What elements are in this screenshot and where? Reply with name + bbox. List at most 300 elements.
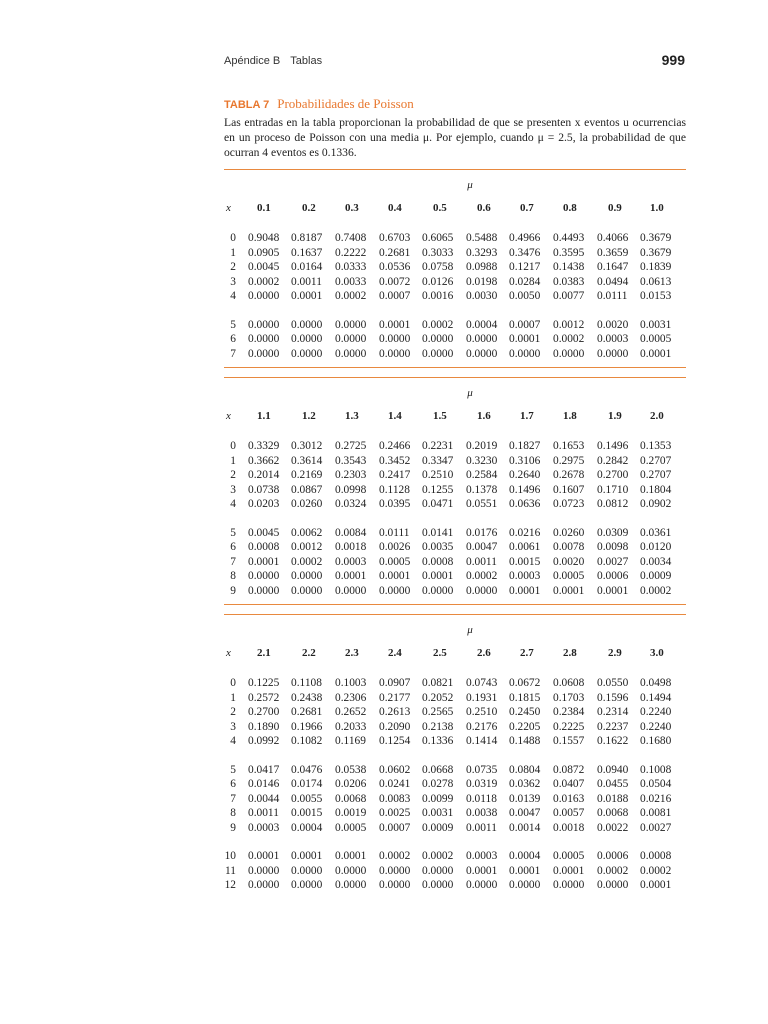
mu-value-header: 2.2 (302, 647, 316, 659)
probability-cell: 0.0940 (597, 763, 629, 776)
probability-cell: 0.0009 (422, 821, 454, 834)
probability-cell: 0.2510 (466, 706, 498, 718)
probability-cell: 0.0723 (553, 498, 585, 510)
mu-value-header: 0.4 (388, 202, 402, 214)
table-row (224, 878, 686, 892)
probability-cell: 0.0000 (422, 347, 454, 360)
probability-cell: 0.0025 (379, 807, 411, 819)
probability-cell: 0.0015 (509, 555, 541, 568)
mu-header: μ (467, 179, 473, 191)
mu-value-header: 1.2 (302, 410, 316, 422)
mu-value-header: 1.5 (433, 410, 447, 422)
table-row (224, 289, 686, 303)
x-value: 11 (225, 864, 236, 877)
probability-cell: 0.0164 (291, 261, 323, 273)
table-row (224, 806, 686, 820)
probability-cell: 0.0001 (335, 850, 367, 862)
probability-cell: 0.2176 (466, 720, 498, 733)
probability-cell: 0.1647 (597, 261, 629, 273)
mu-value-header: 2.4 (388, 647, 402, 659)
probability-cell: 0.0072 (379, 275, 411, 288)
table-label: TABLA 7 (224, 99, 270, 111)
probability-cell: 0.0022 (597, 821, 629, 834)
probability-cell: 0.0000 (291, 864, 323, 877)
probability-cell: 0.0176 (466, 526, 498, 539)
x-value: 10 (224, 850, 236, 862)
mu-value-header: 0.2 (302, 202, 316, 214)
probability-cell: 0.2231 (422, 440, 454, 452)
mu-value-header: 2.3 (345, 647, 359, 659)
column-header-row (224, 646, 686, 660)
probability-cell: 0.0002 (597, 864, 629, 877)
probability-cell: 0.0008 (422, 555, 454, 568)
x-value: 7 (230, 792, 236, 805)
probability-cell: 0.3230 (466, 454, 498, 467)
x-value: 12 (224, 879, 236, 891)
probability-cell: 0.3329 (248, 440, 280, 452)
probability-cell: 0.0672 (509, 677, 541, 689)
probability-cell: 0.2652 (335, 706, 367, 718)
probability-cell: 0.0000 (291, 570, 323, 582)
probability-cell: 0.3679 (640, 232, 672, 244)
probability-cell: 0.0000 (379, 333, 411, 345)
probability-cell: 0.0001 (597, 584, 629, 597)
probability-cell: 0.0004 (466, 318, 498, 331)
probability-cell: 0.2975 (553, 454, 585, 467)
probability-cell: 0.0027 (640, 821, 672, 834)
probability-cell: 0.0007 (509, 318, 541, 331)
table-row (224, 584, 686, 598)
mu-value-header: 2.8 (563, 647, 577, 659)
column-header-row (224, 409, 686, 423)
probability-cell: 0.1108 (291, 677, 322, 689)
x-value: 7 (230, 555, 236, 568)
probability-cell: 0.3476 (509, 246, 541, 259)
table-row (224, 483, 686, 497)
probability-cell: 0.0001 (291, 850, 323, 862)
x-value: 1 (230, 454, 236, 467)
probability-cell: 0.0001 (640, 347, 672, 360)
probability-cell: 0.0551 (466, 498, 498, 510)
probability-cell: 0.0000 (553, 879, 585, 891)
probability-cell: 0.2725 (335, 440, 367, 452)
probability-cell: 0.0000 (291, 318, 323, 331)
probability-cell: 0.0001 (553, 584, 585, 597)
probability-cell: 0.2014 (248, 469, 280, 481)
probability-cell: 0.0907 (379, 677, 411, 689)
probability-cell: 0.3452 (379, 454, 411, 467)
probability-cell: 0.0735 (466, 763, 498, 776)
probability-cell: 0.0002 (291, 555, 323, 568)
probability-cell: 0.0111 (379, 526, 410, 539)
probability-cell: 0.0045 (248, 526, 280, 539)
probability-cell: 0.0001 (422, 570, 454, 582)
table-section (224, 624, 686, 893)
probability-cell: 0.0203 (248, 498, 280, 510)
table-row (224, 231, 686, 245)
probability-cell: 0.0000 (466, 584, 498, 597)
probability-cell: 0.0035 (422, 541, 454, 553)
probability-cell: 0.1254 (379, 735, 411, 747)
probability-cell: 0.0018 (335, 541, 367, 553)
table-row (224, 454, 686, 468)
probability-cell: 0.0018 (553, 821, 585, 834)
probability-cell: 0.1217 (509, 261, 541, 273)
probability-cell: 0.0284 (509, 275, 541, 288)
probability-cell: 0.0000 (248, 879, 280, 891)
probability-cell: 0.0001 (553, 864, 585, 877)
probability-cell: 0.0608 (553, 677, 585, 689)
running-header (224, 55, 322, 67)
probability-cell: 0.0216 (640, 792, 672, 805)
probability-cell: 0.0498 (640, 677, 672, 689)
x-value: 6 (230, 778, 236, 790)
probability-cell: 0.0455 (597, 778, 629, 790)
probability-cell: 0.0098 (597, 541, 629, 553)
probability-cell: 0.3106 (509, 454, 541, 467)
probability-cell: 0.2240 (640, 720, 672, 733)
probability-cell: 0.0000 (597, 347, 629, 360)
probability-cell: 0.4493 (553, 232, 585, 244)
probability-cell: 0.8187 (291, 232, 323, 244)
probability-cell: 0.0216 (509, 526, 541, 539)
table-row (224, 763, 686, 777)
probability-cell: 0.0001 (379, 570, 411, 582)
probability-cell: 0.0383 (553, 275, 585, 288)
probability-cell: 0.1082 (291, 735, 323, 747)
mu-header: μ (467, 624, 473, 636)
probability-cell: 0.0000 (335, 584, 367, 597)
table-row (224, 821, 686, 835)
probability-cell: 0.0000 (291, 347, 323, 360)
probability-cell: 0.0278 (422, 778, 454, 790)
probability-cell: 0.0003 (248, 821, 280, 834)
probability-cell: 0.0000 (466, 879, 498, 891)
probability-cell: 0.1255 (422, 483, 454, 496)
mu-value-header: 0.8 (563, 202, 577, 214)
probability-cell: 0.0111 (597, 290, 628, 302)
probability-cell: 0.0001 (640, 879, 672, 891)
probability-cell: 0.0992 (248, 735, 280, 747)
table-row (224, 526, 686, 540)
probability-cell: 0.0011 (291, 275, 322, 288)
table-row (224, 497, 686, 511)
probability-cell: 0.0077 (553, 290, 585, 302)
table-description: Las entradas en la tabla proporcionan la probabilidad de que se presenten x eventos u ocurrencias en un proceso de Poisson con una media μ. Por ejemplo, cuando μ = 2.5, la probabilidad de que ocurran 4 eventos es 0.1336. (224, 116, 686, 159)
x-value: 2 (230, 469, 236, 481)
probability-cell: 0.0099 (422, 792, 454, 805)
probability-cell: 0.0821 (422, 677, 454, 689)
probability-cell: 0.1966 (291, 720, 323, 733)
table-row (224, 540, 686, 554)
table-row (224, 555, 686, 569)
probability-cell: 0.0120 (640, 541, 672, 553)
probability-cell: 0.6703 (379, 232, 411, 244)
probability-cell: 0.0000 (248, 318, 280, 331)
probability-cell: 0.0001 (466, 864, 498, 877)
x-value: 3 (230, 483, 236, 496)
probability-cell: 0.2450 (509, 706, 541, 718)
probability-cell: 0.3595 (553, 246, 585, 259)
probability-cell: 0.7408 (335, 232, 367, 244)
probability-cell: 0.0030 (466, 290, 498, 302)
probability-cell: 0.0538 (335, 763, 367, 776)
probability-cell: 0.0005 (379, 555, 411, 568)
probability-cell: 0.0000 (248, 864, 280, 877)
probability-cell: 0.0005 (640, 333, 672, 345)
probability-cell: 0.0027 (597, 555, 629, 568)
probability-cell: 0.0241 (379, 778, 411, 790)
probability-cell: 0.0407 (553, 778, 585, 790)
probability-cell: 0.0050 (509, 290, 541, 302)
probability-cell: 0.2237 (597, 720, 629, 733)
probability-cell: 0.0476 (291, 763, 323, 776)
probability-cell: 0.0011 (466, 555, 497, 568)
probability-cell: 0.0550 (597, 677, 629, 689)
probability-cell: 0.0012 (291, 541, 323, 553)
probability-cell: 0.3347 (422, 454, 454, 467)
probability-cell: 0.1839 (640, 261, 672, 273)
x-value: 4 (230, 290, 236, 302)
probability-cell: 0.0000 (335, 864, 367, 877)
probability-cell: 0.0014 (509, 821, 541, 834)
probability-cell: 0.0002 (248, 275, 280, 288)
probability-cell: 0.0006 (597, 570, 629, 582)
table-row (224, 734, 686, 748)
probability-cell: 0.0020 (553, 555, 585, 568)
x-value: 1 (230, 246, 236, 259)
probability-cell: 0.1815 (509, 691, 541, 704)
x-value: 9 (230, 584, 236, 597)
probability-cell: 0.0016 (422, 290, 454, 302)
probability-cell: 0.0003 (509, 570, 541, 582)
mu-value-header: 2.5 (433, 647, 447, 659)
x-value: 0 (230, 440, 236, 452)
probability-cell: 0.2700 (248, 706, 280, 718)
probability-cell: 0.1488 (509, 735, 541, 747)
probability-cell: 0.5488 (466, 232, 498, 244)
section-top-rule (224, 377, 686, 378)
probability-cell: 0.0005 (553, 570, 585, 582)
probability-cell: 0.0206 (335, 778, 367, 790)
probability-cell: 0.0000 (291, 333, 323, 345)
probability-cell: 0.0002 (640, 584, 672, 597)
probability-cell: 0.0126 (422, 275, 454, 288)
probability-cell: 0.0333 (335, 261, 367, 273)
probability-cell: 0.0602 (379, 763, 411, 776)
probability-cell: 0.0001 (509, 864, 541, 877)
probability-cell: 0.0738 (248, 483, 280, 496)
probability-cell: 0.2138 (422, 720, 454, 733)
probability-cell: 0.3033 (422, 246, 454, 259)
probability-cell: 0.0047 (466, 541, 498, 553)
probability-cell: 0.2090 (379, 720, 411, 733)
probability-cell: 0.1804 (640, 483, 672, 496)
x-header: x (226, 410, 231, 422)
probability-cell: 0.0902 (640, 498, 672, 510)
x-value: 6 (230, 541, 236, 553)
mu-value-header: 2.6 (477, 647, 491, 659)
probability-cell: 0.0361 (640, 526, 672, 539)
probability-cell: 0.0001 (509, 333, 541, 345)
probability-cell: 0.0033 (335, 275, 367, 288)
probability-cell: 0.0872 (553, 763, 585, 776)
probability-cell: 0.0000 (422, 333, 454, 345)
probability-cell: 0.0007 (379, 290, 411, 302)
probability-cell: 0.0002 (466, 570, 498, 582)
header-subsection: Tablas (290, 55, 323, 67)
probability-cell: 0.2640 (509, 469, 541, 481)
probability-cell: 0.3679 (640, 246, 672, 259)
probability-cell: 0.0009 (640, 570, 672, 582)
probability-cell: 0.1607 (553, 483, 585, 496)
x-header: x (226, 647, 231, 659)
probability-cell: 0.0988 (466, 261, 498, 273)
x-value: 0 (230, 677, 236, 689)
probability-cell: 0.9048 (248, 232, 280, 244)
mu-value-header: 0.3 (345, 202, 359, 214)
probability-cell: 0.0153 (640, 290, 672, 302)
probability-cell: 0.0008 (640, 850, 672, 862)
probability-cell: 0.0000 (379, 864, 411, 877)
probability-cell: 0.1680 (640, 735, 672, 747)
probability-cell: 0.0536 (379, 261, 411, 273)
probability-cell: 0.0011 (466, 821, 497, 834)
probability-cell: 0.0001 (509, 584, 541, 597)
table-row (224, 792, 686, 806)
probability-cell: 0.2466 (379, 440, 411, 452)
table-row (224, 260, 686, 274)
probability-cell: 0.0163 (553, 792, 585, 805)
mu-value-header: 1.7 (520, 410, 534, 422)
probability-cell: 0.2033 (335, 720, 367, 733)
probability-cell: 0.0045 (248, 261, 280, 273)
probability-cell: 0.0002 (335, 290, 367, 302)
x-value: 1 (230, 691, 236, 704)
table-row (224, 569, 686, 583)
probability-cell: 0.2572 (248, 691, 280, 704)
probability-cell: 0.2417 (379, 469, 411, 481)
probability-cell: 0.2613 (379, 706, 411, 718)
probability-cell: 0.0007 (379, 821, 411, 834)
probability-cell: 0.2707 (640, 454, 672, 467)
mu-value-header: 0.9 (608, 202, 622, 214)
probability-cell: 0.0002 (640, 864, 672, 877)
probability-cell: 0.0034 (640, 555, 672, 568)
probability-cell: 0.2169 (291, 469, 323, 481)
probability-cell: 0.0000 (248, 570, 280, 582)
mu-value-header: 0.5 (433, 202, 447, 214)
probability-cell: 0.2681 (291, 706, 323, 718)
table-row (224, 691, 686, 705)
probability-cell: 0.0998 (335, 483, 367, 496)
mu-value-header: 0.1 (257, 202, 271, 214)
probability-cell: 0.6065 (422, 232, 454, 244)
table-section (224, 387, 686, 598)
probability-cell: 0.0118 (466, 792, 497, 805)
probability-cell: 0.1353 (640, 440, 672, 452)
probability-cell: 0.2177 (379, 691, 411, 704)
probability-cell: 0.2707 (640, 469, 672, 481)
probability-cell: 0.0000 (509, 347, 541, 360)
probability-cell: 0.0804 (509, 763, 541, 776)
probability-cell: 0.0001 (291, 290, 323, 302)
probability-cell: 0.0362 (509, 778, 541, 790)
probability-cell: 0.0471 (422, 498, 454, 510)
probability-cell: 0.0031 (640, 318, 672, 331)
probability-cell: 0.2842 (597, 454, 629, 467)
probability-cell: 0.1378 (466, 483, 498, 496)
table-row (224, 468, 686, 482)
section-bottom-rule (224, 604, 686, 605)
probability-cell: 0.2019 (466, 440, 498, 452)
probability-cell: 0.2438 (291, 691, 323, 704)
mu-value-header: 3.0 (650, 647, 664, 659)
x-value: 0 (230, 232, 236, 244)
probability-cell: 0.0000 (379, 584, 411, 597)
probability-cell: 0.0188 (597, 792, 629, 805)
probability-cell: 0.1557 (553, 735, 585, 747)
probability-cell: 0.2303 (335, 469, 367, 481)
probability-cell: 0.2240 (640, 706, 672, 718)
probability-cell: 0.1003 (335, 677, 367, 689)
probability-cell: 0.1637 (291, 246, 323, 259)
mu-value-header: 1.0 (650, 202, 664, 214)
probability-cell: 0.0006 (597, 850, 629, 862)
x-header: x (226, 202, 231, 214)
probability-cell: 0.2225 (553, 720, 585, 733)
probability-cell: 0.0004 (291, 821, 323, 834)
probability-cell: 0.0057 (553, 807, 585, 819)
table-row (224, 332, 686, 346)
probability-cell: 0.0001 (248, 555, 280, 568)
mu-header: μ (467, 387, 473, 399)
mu-value-header: 1.4 (388, 410, 402, 422)
probability-cell: 0.0743 (466, 677, 498, 689)
table-row (224, 849, 686, 863)
probability-cell: 0.0198 (466, 275, 498, 288)
probability-cell: 0.0000 (335, 347, 367, 360)
probability-cell: 0.1169 (335, 735, 366, 747)
probability-cell: 0.0319 (466, 778, 498, 790)
section-top-rule (224, 614, 686, 615)
probability-cell: 0.2584 (466, 469, 498, 481)
x-value: 4 (230, 498, 236, 510)
section-bottom-rule (224, 367, 686, 368)
mu-value-header: 2.0 (650, 410, 664, 422)
probability-cell: 0.0005 (335, 821, 367, 834)
probability-cell: 0.1336 (422, 735, 454, 747)
probability-cell: 0.0004 (509, 850, 541, 862)
table-row (224, 720, 686, 734)
probability-cell: 0.2222 (335, 246, 367, 259)
x-value: 5 (230, 526, 236, 539)
probability-cell: 0.0015 (291, 807, 323, 819)
x-value: 8 (230, 807, 236, 819)
probability-cell: 0.0020 (597, 318, 629, 331)
probability-cell: 0.0504 (640, 778, 672, 790)
probability-cell: 0.0000 (422, 864, 454, 877)
probability-cell: 0.0001 (248, 850, 280, 862)
probability-cell: 0.0636 (509, 498, 541, 510)
mu-value-header: 1.3 (345, 410, 359, 422)
probability-cell: 0.2678 (553, 469, 585, 481)
x-value: 5 (230, 763, 236, 776)
probability-cell: 0.0031 (422, 807, 454, 819)
probability-cell: 0.1438 (553, 261, 585, 273)
mu-value-header: 1.9 (608, 410, 622, 422)
table-row (224, 347, 686, 361)
